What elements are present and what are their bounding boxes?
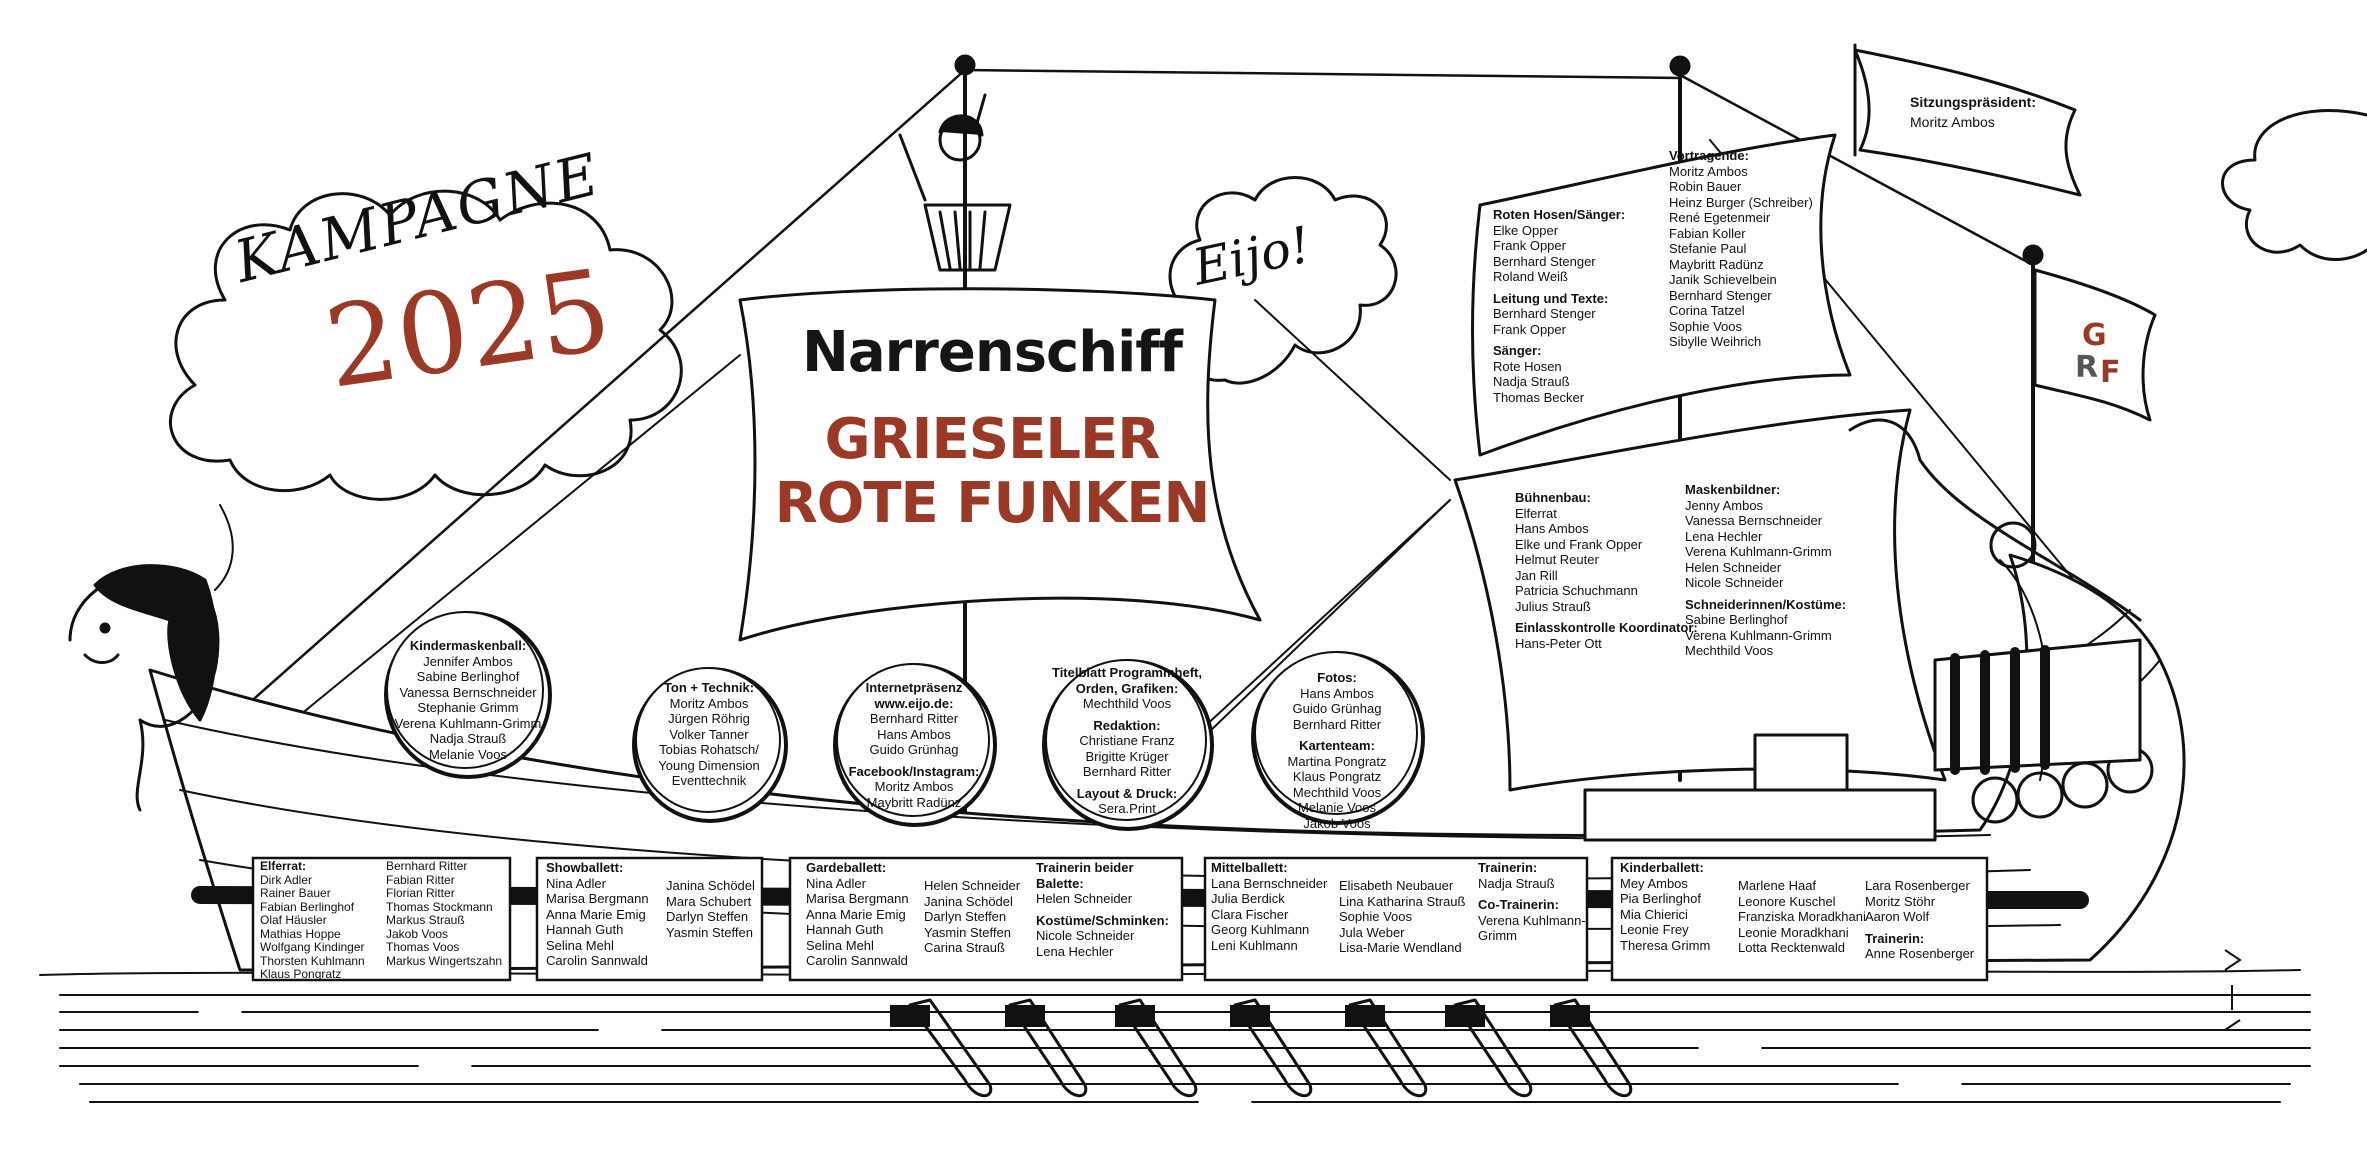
section-heading: Kartenteam: <box>1299 738 1375 753</box>
crew-member: Nina Adler <box>806 875 866 891</box>
crew-member: Moritz Ambos <box>1669 163 1748 179</box>
crew-member: Jakob Voos <box>386 926 449 941</box>
crew-member: Melanie Voos <box>1297 800 1377 815</box>
crew-member: Nadja Strauß <box>1478 875 1555 891</box>
crew-member: Georg Kuhlmann <box>1211 922 1310 937</box>
section-heading: Co-Trainerin: <box>1478 897 1559 912</box>
crew-member: Eventtechnik <box>671 773 747 788</box>
crew-member: Leni Kuhlmann <box>1211 937 1298 953</box>
hull-column <box>666 878 755 940</box>
crew-member: Martina Pongratz <box>1287 753 1387 769</box>
hull-column <box>1478 860 1586 944</box>
crew-member: Darlyn Steffen <box>924 909 1007 924</box>
crew-member: Klaus Pongratz <box>1292 769 1382 784</box>
crew-member: Jakob Voos <box>1303 815 1371 831</box>
section-heading: Trainerin: <box>1865 930 1925 946</box>
crew-member: Leonie Frey <box>1620 922 1689 937</box>
crew-member: Sabine Berlinghof <box>1685 612 1788 627</box>
sail-lower-left-block <box>1515 490 1698 651</box>
logo-letter-g: G <box>2082 318 2107 353</box>
crew-member: Verena Kuhlmann-Grimm <box>1685 544 1832 559</box>
crew-member: Thomas Stockmann <box>386 899 493 914</box>
crew-member: Clara Fischer <box>1211 906 1289 922</box>
shield-ton-technik <box>636 680 782 789</box>
section-heading: Mittelballett: <box>1211 860 1288 875</box>
crew-member: Elke und Frank Opper <box>1515 536 1643 552</box>
shield-programmheft <box>1046 665 1208 817</box>
crew-member: Heinz Burger (Schreiber) <box>1669 194 1813 210</box>
crew-member: Guido Grünhag <box>869 742 959 757</box>
hull-column <box>1211 860 1327 953</box>
section-heading: Roten Hosen/Sänger: <box>1493 207 1626 222</box>
crew-member: Hans Ambos <box>1300 685 1374 701</box>
crew-member: Fabian Berlinghof <box>260 899 355 914</box>
crew-member: Rote Hosen <box>1493 358 1562 374</box>
crew-member: Markus Wingertszahn <box>386 953 503 968</box>
hull-column <box>924 878 1020 956</box>
crew-member: Sabine Berlinghof <box>416 669 520 684</box>
ship-name-title: Narrenschiff <box>801 320 1183 385</box>
section-heading: Leitung und Texte: <box>1493 290 1609 306</box>
crew-member: Hans-Peter Ott <box>1515 635 1602 651</box>
crew-member: Lotta Recktenwald <box>1738 940 1845 955</box>
crew-member: Nina Adler <box>546 875 606 891</box>
crew-member: Hans Ambos <box>1515 521 1589 536</box>
crew-member: Julia Berdick <box>1211 891 1285 906</box>
crew-member: Stefanie Paul <box>1669 241 1747 256</box>
crew-member: Janik Schievelbein <box>1669 272 1777 287</box>
crew-member: Janina Schödel <box>924 893 1013 909</box>
crew-member: Olaf Häusler <box>260 913 327 927</box>
crew-member: Yasmin Steffen <box>924 924 1011 940</box>
crew-member: Fabian Koller <box>1669 225 1746 241</box>
crew-member: Helen Schneider <box>924 878 1021 893</box>
section-heading: Fotos: <box>1317 670 1357 685</box>
crew-member: Nicole Schneider <box>1685 575 1784 590</box>
flag-name: Moritz Ambos <box>1910 114 1995 130</box>
crew-member: Carina Strauß <box>924 940 1005 955</box>
crew-member: Patricia Schuchmann <box>1515 583 1638 598</box>
crew-member: Volker Tanner <box>669 726 749 742</box>
crew-member: Julius Strauß <box>1515 598 1591 614</box>
crew-member: Mia Chierici <box>1620 906 1688 922</box>
crew-member: Nadja Strauß <box>429 731 507 746</box>
crew-member: Jula Weber <box>1339 924 1405 940</box>
crew-member: Anna Marie Emig <box>806 906 906 922</box>
crew-member: Bernhard Stenger <box>1669 287 1772 303</box>
crew-member: Marisa Bergmann <box>806 891 909 906</box>
crew-member: Maybritt Radünz <box>866 794 962 810</box>
section-heading: Layout & Druck: <box>1076 785 1178 801</box>
section-heading: Schneiderinnen/Kostüme: <box>1685 596 1847 612</box>
hull-column <box>1738 878 1866 956</box>
flag-text <box>1910 92 2036 132</box>
hull-column <box>1620 860 1710 953</box>
crew-member: Marlene Haaf <box>1738 878 1817 893</box>
crew-member: Jenny Ambos <box>1685 497 1764 513</box>
crew-member: Wolfgang Kindinger <box>260 940 365 954</box>
crew-member: Dirk Adler <box>260 872 313 887</box>
kampagne-label: KAMPAGNE <box>228 139 607 296</box>
crew-member: Pia Berlinghof <box>1620 891 1701 906</box>
section-heading: Bühnenbau: <box>1515 490 1591 505</box>
crew-member: Lara Rosenberger <box>1865 878 1970 893</box>
hull-column <box>1339 878 1465 956</box>
crew-member: Grimm <box>1478 928 1517 943</box>
crew-member: Leonie Moradkhani <box>1738 924 1849 940</box>
crew-member: Stephanie Grimm <box>417 700 519 715</box>
crew-member: Roland Weiß <box>1493 269 1568 284</box>
right-cloud <box>2223 111 2367 260</box>
crew-member: Franziska Moradkhani <box>1738 909 1866 924</box>
crew-member: Verena Kuhlmann-Grimm <box>1685 627 1832 643</box>
crew-member: Maybritt Radünz <box>1669 256 1764 272</box>
section-heading: Trainerin beider Balette: <box>1036 860 1134 891</box>
hull-column <box>806 860 909 969</box>
crew-member: Lena Hechler <box>1685 528 1763 544</box>
crew-member: Lina Katharina Strauß <box>1339 893 1466 909</box>
section-heading: Trainerin: <box>1478 860 1538 875</box>
crew-member: Brigitte Krüger <box>1085 748 1169 764</box>
eijo-label: Eijo! <box>1188 215 1316 297</box>
section-heading: Showballett: <box>546 860 624 875</box>
crew-member: Markus Strauß <box>386 913 465 927</box>
sail-upper-right-block <box>1669 148 1813 350</box>
crew-member: Thomas Becker <box>1493 389 1585 405</box>
crew-member: Mey Ambos <box>1620 875 1688 891</box>
crew-member: Klaus Pongratz <box>260 967 342 981</box>
crew-member: Robin Bauer <box>1669 179 1742 194</box>
section-heading: Vortragende: <box>1669 148 1749 163</box>
section-heading: Sänger: <box>1493 343 1542 358</box>
section-heading: Kindermaskenball: <box>409 638 527 653</box>
crew-member: Verena Kuhlmann- <box>1478 912 1586 928</box>
crew-member: Thorsten Kuhlmann <box>260 953 365 968</box>
crew-member: Mechthild Voos <box>1685 643 1774 658</box>
section-heading: Einlasskontrolle Koordinator: <box>1515 620 1698 635</box>
crew-member: Yasmin Steffen <box>666 924 753 940</box>
crew-member: Jennifer Ambos <box>423 653 513 669</box>
crew-member: Elke Opper <box>1493 222 1559 238</box>
crew-member: Lana Bernschneider <box>1211 875 1328 891</box>
crew-member: Bernhard Ritter <box>386 859 468 873</box>
section-heading: Gardeballett: <box>806 860 887 875</box>
crew-member: Marisa Bergmann <box>546 891 649 906</box>
crew-member: Jürgen Röhrig <box>668 711 750 726</box>
crew-member: Sophie Voos <box>1339 909 1413 924</box>
section-heading: Titelblatt Programmheft, Orden, Grafiken: <box>1051 665 1202 696</box>
crew-member: Hans Ambos <box>877 726 951 742</box>
crew-member: Sophie Voos <box>1669 318 1743 334</box>
year-label: 2025 <box>318 245 619 414</box>
shield-fotos <box>1256 670 1418 831</box>
crew-member: Sera.Print <box>1098 801 1156 816</box>
crew-member: Frank Opper <box>1493 238 1566 253</box>
crew-member: Nadja Strauß <box>1493 374 1570 389</box>
club-name-line1: GRIESELER <box>824 407 1160 472</box>
sail-upper-left-block <box>1493 207 1625 405</box>
logo-letter-r: R <box>2075 350 2099 385</box>
section-heading: Maskenbildner: <box>1685 482 1781 497</box>
crew-member: Carolin Sannwald <box>546 953 648 968</box>
crew-member: Bernhard Ritter <box>1292 716 1382 732</box>
crew-member: Mathias Hoppe <box>260 926 341 941</box>
section-heading: Elferrat: <box>260 859 307 873</box>
section-heading: Facebook/Instagram: <box>848 763 980 779</box>
sail-lower-right-block <box>1685 482 1846 659</box>
hull-column <box>546 860 649 969</box>
crew-member: Tobias Rohatsch/ <box>659 742 759 757</box>
crew-member: Helen Schneider <box>1036 891 1133 906</box>
flag-title: Sitzungspräsident: <box>1910 94 2037 110</box>
crew-member: Mechthild Voos <box>1082 696 1172 711</box>
crew-member: Elisabeth Neubauer <box>1339 878 1454 893</box>
crew-member: Moritz Ambos <box>874 779 954 794</box>
crew-member: Theresa Grimm <box>1620 937 1711 953</box>
section-heading: Ton + Technik: <box>663 680 755 695</box>
club-name <box>742 408 1242 536</box>
crew-member: Leonore Kuschel <box>1738 893 1836 909</box>
crew-member: Frank Opper <box>1493 321 1566 337</box>
shield-internet <box>838 680 990 810</box>
crew-member: Hannah Guth <box>806 922 884 937</box>
crew-member: Guido Grünhag <box>1292 701 1382 716</box>
crew-member: Mechthild Voos <box>1292 784 1382 800</box>
crows-nest <box>925 205 1010 270</box>
crew-member: Elferrat <box>1515 505 1557 521</box>
crew-member: Carolin Sannwald <box>806 953 908 968</box>
shield-kindermaskenball <box>390 638 546 762</box>
crew-member: Moritz Ambos <box>669 695 749 711</box>
crew-member: Rainer Bauer <box>260 886 331 900</box>
crew-member: Selina Mehl <box>546 937 614 953</box>
hull-column <box>386 860 502 968</box>
crew-member: Fabian Ritter <box>386 872 455 887</box>
crew-member: Young Dimension <box>658 757 760 773</box>
crew-member: René Egetenmeir <box>1669 210 1771 225</box>
crew-member: Vanessa Bernschneider <box>399 684 537 700</box>
crew-member: Jan Rill <box>1515 567 1558 583</box>
crew-member: Darlyn Steffen <box>666 909 749 924</box>
hull-column <box>260 860 365 982</box>
hull-column <box>1865 878 1974 962</box>
crew-member: Lisa-Marie Wendland <box>1339 940 1462 955</box>
crew-member: Melanie Voos <box>428 746 508 762</box>
crew-member: Bernhard Stenger <box>1493 306 1596 321</box>
crew-member: Lena Hechler <box>1036 943 1114 959</box>
crew-member: Mara Schubert <box>666 893 752 909</box>
section-heading: Kostüme/Schminken: <box>1036 912 1169 928</box>
logo-letter-f: F <box>2100 355 2121 390</box>
crew-member: Sibylle Weihrich <box>1669 334 1762 349</box>
section-heading: Kinderballett: <box>1620 860 1704 875</box>
club-name-line2: ROTE FUNKEN <box>774 471 1210 536</box>
crew-member: Verena Kuhlmann-Grimm <box>394 715 542 731</box>
crew-member: Corina Tatzel <box>1669 303 1745 318</box>
crew-member: Janina Schödel <box>666 878 755 893</box>
crew-member: Nicole Schneider <box>1036 928 1135 943</box>
crew-member: Vanessa Bernschneider <box>1685 513 1823 528</box>
hull-column <box>1036 860 1169 959</box>
crew-member: Anne Rosenberger <box>1865 946 1975 961</box>
crew-member: Christiane Franz <box>1079 733 1175 748</box>
crew-member: Helen Schneider <box>1685 559 1782 575</box>
crew-member: Bernhard Stenger <box>1493 253 1596 269</box>
crew-member: Aaron Wolf <box>1865 909 1930 924</box>
section-heading: Internetpräsenz www.eijo.de: <box>865 680 963 711</box>
crew-member: Florian Ritter <box>386 886 455 900</box>
crew-member: Anna Marie Emig <box>546 906 646 922</box>
crew-member: Helmut Reuter <box>1515 552 1599 567</box>
crew-member: Bernhard Ritter <box>1082 764 1172 779</box>
crew-member: Hannah Guth <box>546 922 624 937</box>
crew-member: Thomas Voos <box>386 940 460 954</box>
crew-member: Moritz Stöhr <box>1865 893 1936 909</box>
crew-member: Selina Mehl <box>806 937 874 953</box>
section-heading: Redaktion: <box>1093 717 1161 733</box>
crew-member: Bernhard Ritter <box>869 711 959 726</box>
